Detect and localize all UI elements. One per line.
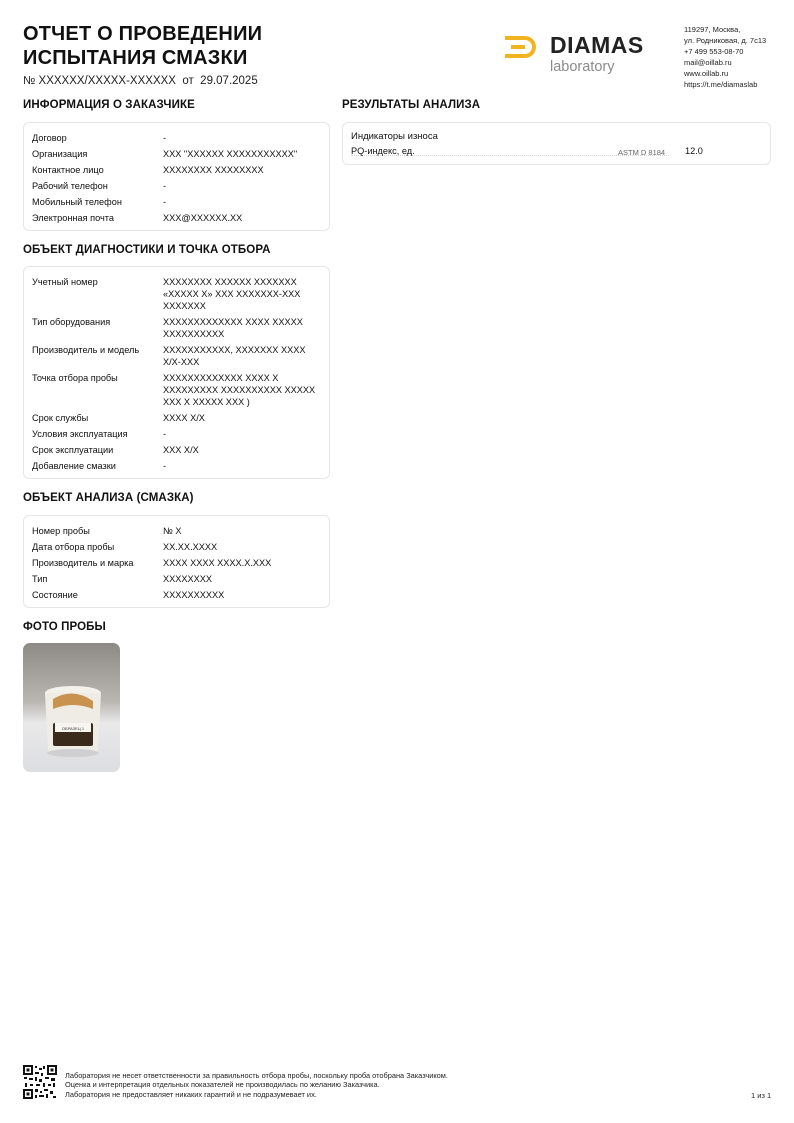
row-value: XXXXXXXXXXX, XXXXXXX XXXX X/X-XXX [163, 345, 306, 367]
row-label: Точка отбора пробы [32, 373, 118, 383]
row-label: Дата отбора пробы [32, 542, 115, 552]
row-value: XXX "XXXXXX XXXXXXXXXXX" [163, 149, 298, 159]
row-value: - [163, 181, 167, 191]
row-label: Электронная почта [32, 213, 114, 223]
report-title [23, 22, 262, 70]
table-row [24, 132, 329, 144]
page-number: 1 из 1 [751, 1091, 772, 1100]
table-row [24, 428, 329, 440]
result-name: PQ-индекс, ед. [351, 146, 415, 156]
disclaimer-line: Лаборатория не несет ответственности за правильность отбора пробы, поскольку проба отобрана Заказчиком. [65, 1071, 448, 1080]
row-label: Учетный номер [32, 277, 98, 287]
row-value: XXXXXXXXXXXXX XXXX X XXXXXXXXX XXXXXXXXXX XXXXX XXX X XXXXX XXX ) [163, 373, 316, 407]
report-title-line2: ИСПЫТАНИЯ СМАЗКИ [23, 47, 248, 69]
row-label: Добавление смазки [32, 461, 116, 471]
report-number-line [23, 75, 258, 87]
object-heading: ОБЪЕКТ ДИАГНОСТИКИ И ТОЧКА ОТБОРА [23, 244, 271, 256]
table-row [24, 557, 329, 569]
disclaimer [65, 1071, 448, 1099]
customer-card [23, 122, 330, 231]
table-row [24, 196, 329, 208]
contact-address-2: ул. Родниковая, д. 7с13 [684, 36, 767, 46]
table-row [24, 276, 329, 312]
row-label: Номер пробы [32, 526, 90, 536]
row-label: Условия эксплуатация [32, 429, 128, 439]
table-row [24, 541, 329, 553]
row-label: Мобильный телефон [32, 197, 122, 207]
contacts-block [684, 24, 766, 91]
photo-heading: ФОТО ПРОБЫ [23, 621, 106, 633]
date-prefix: от [182, 75, 194, 87]
logo-brand: DIAMAS [550, 32, 644, 58]
table-row [24, 525, 329, 537]
row-value: № X [163, 526, 182, 536]
row-label: Договор [32, 133, 67, 143]
logo-mark-icon [503, 34, 539, 60]
result-value: 12.0 [685, 146, 703, 156]
table-row [24, 180, 329, 192]
contact-address-1: 119297, Москва, [684, 25, 741, 34]
row-value: XXXXXXXX [163, 574, 213, 584]
row-value: XXXX XXXX XXXX.X.XXX [163, 558, 272, 568]
row-value: XXXXXXXXXX [163, 590, 225, 600]
row-label: Контактное лицо [32, 165, 104, 175]
table-row [24, 344, 329, 368]
lubricant-heading: ОБЪЕКТ АНАЛИЗА (СМАЗКА) [23, 492, 194, 504]
row-label: Тип оборудования [32, 317, 111, 327]
row-value: - [163, 429, 167, 439]
sample-photo[interactable] [23, 643, 120, 772]
results-card [342, 122, 771, 165]
qr-code-icon [23, 1065, 57, 1099]
report-date: 29.07.2025 [200, 75, 258, 87]
sample-jar-image [23, 643, 120, 772]
results-group-title: Индикаторы износа [351, 131, 438, 142]
row-label: Срок эксплуатации [32, 445, 114, 455]
jar-label: ОБРАЗЕЦ 1 [61, 726, 85, 731]
logo-sub: laboratory [550, 59, 615, 75]
table-row [24, 164, 329, 176]
table-row [24, 372, 329, 408]
row-label: Срок службы [32, 413, 89, 423]
row-label: Организация [32, 149, 88, 159]
results-heading: РЕЗУЛЬТАТЫ АНАЛИЗА [342, 99, 481, 111]
row-label: Производитель и марка [32, 558, 134, 568]
table-row [24, 212, 329, 224]
contact-phone[interactable]: +7 499 553-08-70 [684, 47, 744, 57]
row-value: XXXXXXXX XXXXXX XXXXXXX «XXXXX X» XXX XXXXXXX-XXX XXXXXXX [163, 277, 301, 311]
report-number: № XXXXXX/XXXXX-XXXXXX [23, 75, 176, 87]
table-row [24, 316, 329, 340]
row-value: XXX@XXXXXX.XX [163, 213, 243, 223]
object-card [23, 266, 330, 479]
table-row [24, 460, 329, 472]
row-label: Рабочий телефон [32, 181, 108, 191]
contact-telegram[interactable]: https://t.me/diamaslab [684, 80, 758, 90]
report-title-line1: ОТЧЕТ О ПРОВЕДЕНИИ [23, 23, 263, 45]
table-row [24, 589, 329, 601]
row-label: Состояние [32, 590, 78, 600]
diamas-logo [503, 32, 673, 80]
row-value: XXXX X/X [163, 413, 205, 423]
row-value: XXXXXXXX XXXXXXXX [163, 165, 264, 175]
table-row [24, 573, 329, 585]
row-value: XXX X/X [163, 445, 199, 455]
table-row [24, 148, 329, 160]
contact-website[interactable]: www.oillab.ru [684, 69, 729, 79]
row-value: - [163, 461, 167, 471]
row-label: Производитель и модель [32, 345, 140, 355]
table-row [24, 444, 329, 456]
row-value: XX.XX.XXXX [163, 542, 218, 552]
disclaimer-line: Лаборатория не предоставляет никаких гарантий и не подразумевает их. [65, 1089, 317, 1099]
customer-heading: ИНФОРМАЦИЯ О ЗАКАЗЧИКЕ [23, 99, 195, 111]
disclaimer-line: Оценка и интерпретация отдельных показателей не производилась по желанию Заказчика. [65, 1080, 380, 1090]
row-value: XXXXXXXXXXXXX XXXX XXXXX XXXXXXXXXX [163, 317, 303, 339]
lubricant-card [23, 515, 330, 608]
result-method: ASTM D 8184 [618, 148, 666, 157]
row-value: - [163, 197, 167, 207]
row-value: - [163, 133, 167, 143]
table-row [24, 412, 329, 424]
row-label: Тип [32, 574, 48, 584]
contact-email[interactable]: mail@oillab.ru [684, 58, 732, 68]
